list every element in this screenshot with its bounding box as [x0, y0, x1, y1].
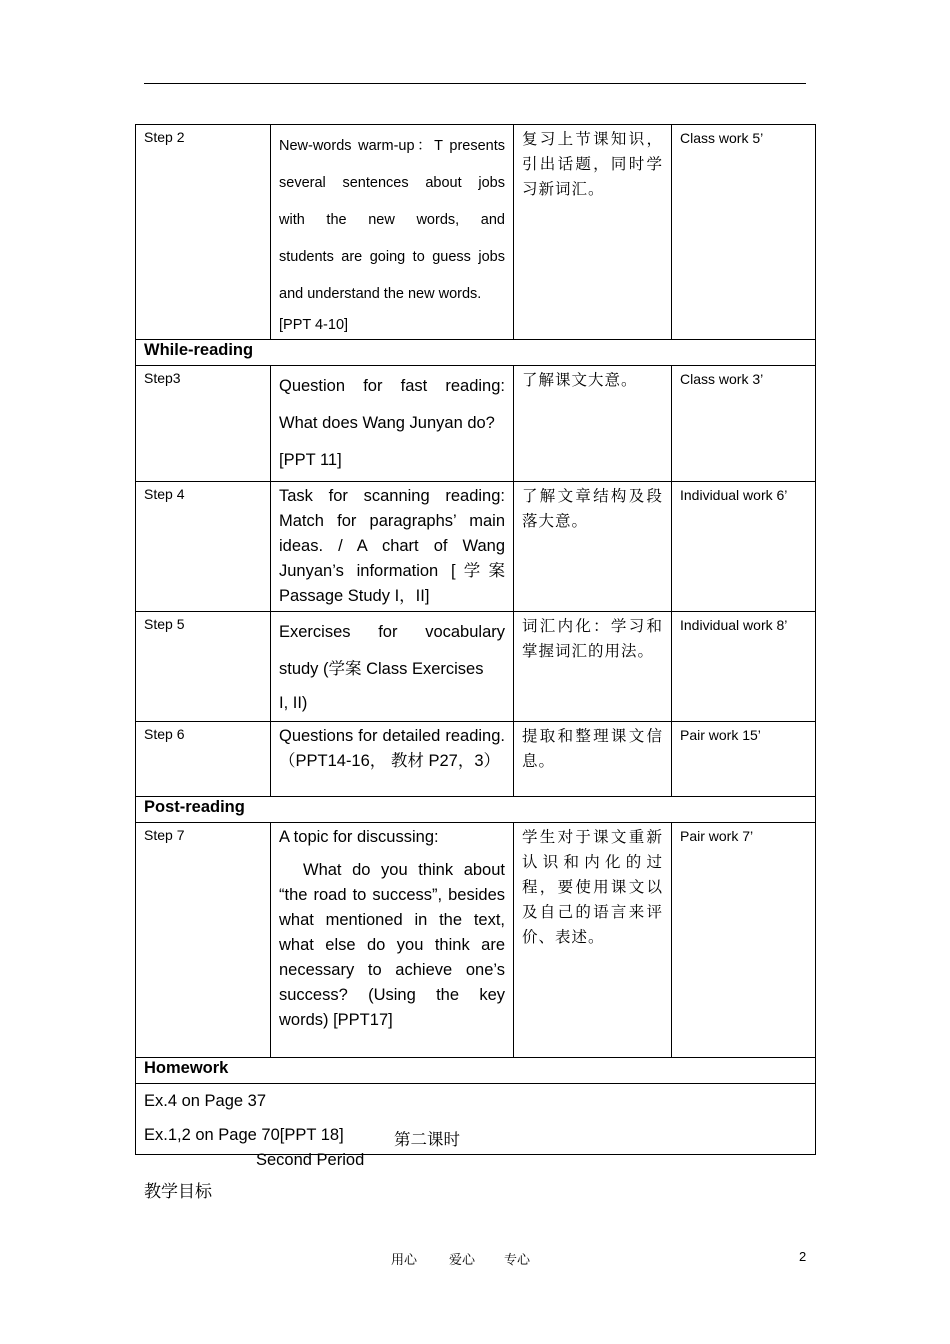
activity-cell: A topic for discussing: What do you think about “the road to success”, besides what mentioned in the text, what else do you think are necessary to achieve one’s success? (Using the key words) [PPT17] — [271, 823, 514, 1058]
section-heading: While-reading — [136, 340, 816, 366]
header-rule — [144, 83, 806, 84]
table-row-step5 — [136, 612, 816, 722]
step-label: Step 6 — [136, 722, 271, 797]
homework-item: Ex.1,2 on Page 70[PPT 18] — [144, 1126, 344, 1144]
homework-item: Ex.4 on Page 37 — [144, 1092, 267, 1110]
footer-text-2: 爱心 — [449, 1253, 476, 1268]
section-title-goals: 教学目标 — [144, 1182, 212, 1202]
table-row-step7 — [136, 823, 816, 1058]
activity-cell: Task for scanning reading: Match for paragraphs’ main ideas. / A chart of Wang Junyan’s information [学案 Passage Study I，II] — [271, 482, 514, 612]
time-cell: Class work 5’ — [672, 125, 816, 340]
activity-cell: Questions for detailed reading.（PPT14-16， 教材 P27，3） — [271, 722, 514, 797]
activity-cell: Exercises for vocabulary study (学案 Class Exercises I, II) — [271, 612, 514, 722]
table-row-step6 — [136, 722, 816, 797]
step-label: Step 5 — [136, 612, 271, 722]
time-cell: Pair work 7’ — [672, 823, 816, 1058]
section-row-homework — [136, 1058, 816, 1084]
purpose-cell: 复习上节课知识，引出话题，同时学习新词汇。 — [514, 125, 672, 340]
footer-text-1: 用心 — [391, 1253, 418, 1268]
footer-text-3: 专心 — [504, 1253, 531, 1268]
section-heading: Post-reading — [136, 797, 816, 823]
period-heading-cn: 第二课时 — [394, 1130, 460, 1149]
purpose-cell: 词汇内化：学习和掌握词汇的用法。 — [514, 612, 672, 722]
step-label: Step3 — [136, 366, 271, 482]
purpose-cell: 提取和整理课文信息。 — [514, 722, 672, 797]
step-label: Step 7 — [136, 823, 271, 1058]
homework-cell — [136, 1084, 816, 1155]
time-cell: Class work 3’ — [672, 366, 816, 482]
purpose-cell: 学生对于课文重新认识和内化的过程，要使用课文以及自己的语言来评价、表述。 — [514, 823, 672, 1058]
page-number: 2 — [799, 1249, 807, 1264]
section-row-while-reading — [136, 340, 816, 366]
period-heading-en: Second Period — [256, 1151, 365, 1169]
purpose-cell: 了解课文大意。 — [514, 366, 672, 482]
table-row-step2 — [136, 125, 816, 340]
activity-cell: New-words warm-up：T presents several sentences about jobs with the new words, and students are going to guess jobs and understand the new words. [PPT 4-10] — [271, 125, 514, 340]
table-row-step4 — [136, 482, 816, 612]
time-cell: Pair work 15’ — [672, 722, 816, 797]
section-row-post-reading — [136, 797, 816, 823]
purpose-cell: 了解文章结构及段落大意。 — [514, 482, 672, 612]
table-row-step3 — [136, 366, 816, 482]
table-row-homework-items — [136, 1084, 816, 1155]
step-label: Step 4 — [136, 482, 271, 612]
step-label: Step 2 — [136, 125, 271, 340]
lesson-plan-table — [135, 124, 816, 1155]
time-cell: Individual work 6’ — [672, 482, 816, 612]
time-cell: Individual work 8’ — [672, 612, 816, 722]
section-heading: Homework — [136, 1058, 816, 1084]
activity-cell: Question for fast reading: What does Wang Junyan do? [PPT 11] — [271, 366, 514, 482]
